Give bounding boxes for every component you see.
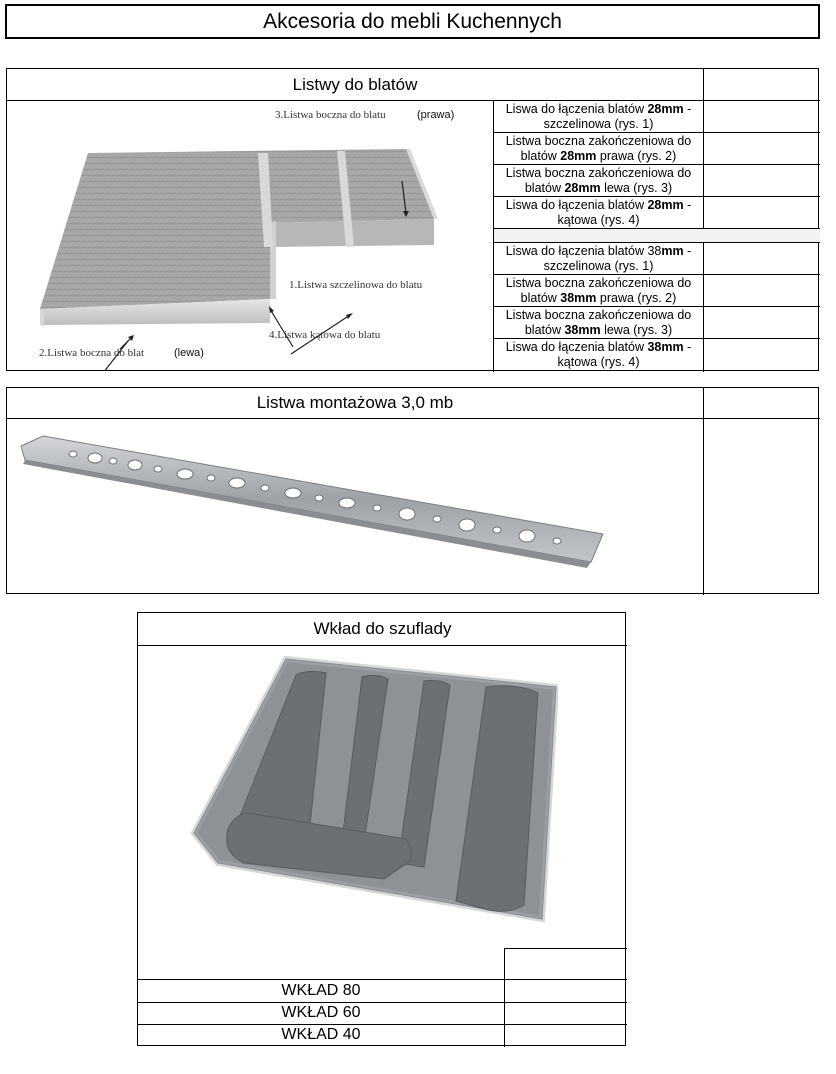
product-row-38mm-corner: Liswa do łączenia blatów 38mm - kątowa (rys. 4) — [505, 340, 692, 369]
page-title: Akcesoria do mebli Kuchennych — [5, 4, 820, 39]
mounting-strip-header: Listwa montażowa 3,0 mb — [256, 393, 454, 412]
drawer-insert-section — [137, 612, 626, 1046]
product-row-28mm-left: Listwa boczna zakończeniowa do blatów 28mm lewa (rys. 3) — [505, 165, 692, 195]
label-slotted-strip: 1.Listwa szczelinowa do blatu — [289, 279, 423, 291]
mounting-strip-image — [13, 424, 607, 574]
divider — [703, 69, 704, 372]
drawer-insert-header: Wkład do szuflady — [313, 619, 452, 638]
drawer-insert-image — [188, 653, 558, 943]
label-side-right-strip: 3.Listwa boczna do blatu — [275, 109, 386, 121]
product-row-28mm-corner: Liswa do łączenia blatów 28mm - kątowa (rys. 4) — [505, 197, 692, 227]
label-side-left-note: (lewa) — [174, 347, 204, 359]
label-corner-strip: 4.Listwa kątowa do blatu — [269, 329, 381, 341]
divider — [504, 948, 627, 949]
divider — [7, 418, 820, 419]
product-row-38mm-right: Listwa boczna zakończeniowa do blatów 38mm prawa (rys. 2) — [505, 275, 692, 305]
label-side-right-note: (prawa) — [417, 109, 455, 121]
separator-band — [494, 229, 820, 242]
countertop-strips-section — [6, 68, 819, 371]
divider — [138, 645, 627, 646]
product-row-38mm-left: Listwa boczna zakończeniowa do blatów 38mm lewa (rys. 3) — [505, 307, 692, 337]
label-side-left-strip: 2.Listwa boczna do blat — [39, 347, 145, 359]
countertop-strips-header: Listwy do blatów — [292, 75, 418, 94]
divider — [504, 948, 505, 1047]
product-row-28mm-slotted: Liswa do łączenia blatów 28mm - szczelinowa (rys. 1) — [505, 101, 692, 131]
product-row-28mm-right: Listwa boczna zakończeniowa do blatów 28mm prawa (rys. 2) — [505, 133, 692, 163]
countertop-strips-image — [8, 101, 492, 371]
drawer-insert-80: WKŁAD 80 — [281, 982, 361, 999]
drawer-insert-60: WKŁAD 60 — [281, 1004, 361, 1021]
drawer-insert-40: WKŁAD 40 — [281, 1026, 361, 1043]
product-row-38mm-slotted: Liswa do łączenia blatów 38mm - szczelinowa (rys. 1) — [505, 243, 692, 273]
mounting-strip-section — [6, 387, 819, 594]
divider — [703, 388, 704, 595]
